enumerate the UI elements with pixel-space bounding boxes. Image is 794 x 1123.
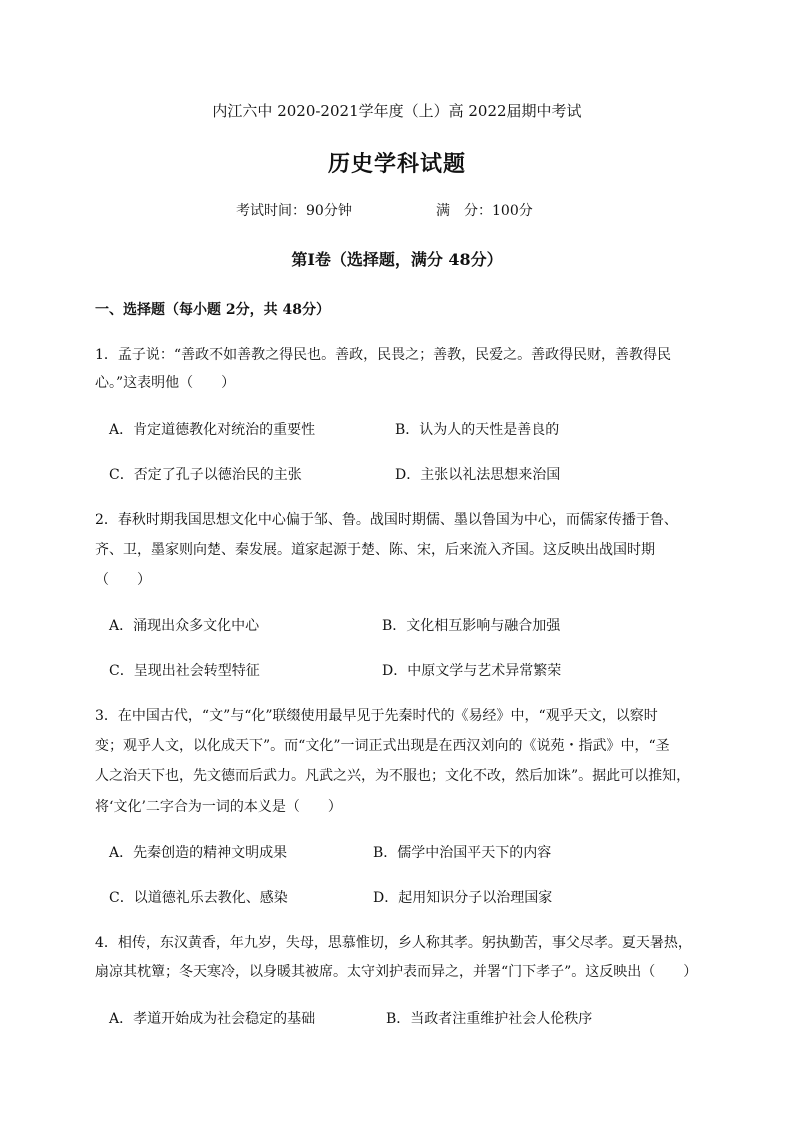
question-3-option-b: B．儒学中治国平天下的内容 [373, 845, 552, 861]
question-2-line-2: 齐、卫，墨家则向楚、秦发展。道家起源于楚、陈、宋，后来流入齐国。这反映出战国时期 [95, 542, 655, 558]
exam-time-label: 考试时间：90分钟 [236, 203, 352, 219]
question-1-line-1: 1．孟子说：“善政不如善教之得民也。善政，民畏之；善教，民爱之。善政得民财，善教得民 [95, 347, 672, 363]
section-title: 第Ⅰ卷（选择题，满分 48分） [291, 250, 503, 269]
question-2-option-a: A．涌现出众多文化中心 [109, 618, 260, 634]
part-title: 一、选择题（每小题 2分，共 48分） [95, 302, 330, 318]
question-2-line-3: （ ） [95, 572, 151, 588]
question-3-line-4: 将‘文化’二字合为一词的本义是（ ） [95, 799, 342, 815]
question-2-option-b: B．文化相互影响与融合加强 [382, 618, 561, 634]
question-4-line-1: 4．相传，东汉黄香，年九岁，失母，思慕惟切，乡人称其孝。躬执勤苦，事父尽孝。夏天暑热， [95, 935, 692, 951]
page-title: 历史学科试题 [327, 151, 466, 177]
full-score-label: 满 分：100分 [436, 203, 533, 219]
question-1-line-2: 心。”这表明他（ ） [95, 375, 236, 391]
question-4-option-a: A．孝道开始成为社会稳定的基础 [109, 1011, 316, 1027]
school-exam-header: 内江六中 2020-2021学年度（上）高 2022届期中考试 [212, 102, 582, 120]
question-3-line-3: 人之治天下也，先文德而后武力。凡武之兴，为不服也；文化不改，然后加诛”。据此可以推知， [95, 768, 691, 784]
question-3-option-d: D．起用知识分子以治理国家 [373, 890, 553, 906]
question-4-line-2: 扇凉其枕簟；冬天寒冷，以身暖其被席。太守刘护表而异之，并署“门下孝子”。这反映出（ ） [95, 964, 698, 980]
question-2-line-1: 2．春秋时期我国思想文化中心偏于邹、鲁。战国时期儒、墨以鲁国为中心，而儒家传播于鲁、 [95, 512, 678, 528]
question-1-option-d: D．主张以礼法思想来治国 [395, 467, 561, 483]
question-3-option-a: A．先秦创造的精神文明成果 [109, 845, 288, 861]
question-2-option-c: C．呈现出社会转型特征 [109, 663, 260, 679]
question-3-line-1: 3．在中国古代，“文”与“化”联缀使用最早见于先秦时代的《易经》中，“观乎天文，以察时 [95, 708, 658, 724]
question-1-option-c: C．否定了孔子以德治民的主张 [109, 467, 302, 483]
question-2-option-d: D．中原文学与艺术异常繁荣 [382, 663, 562, 679]
question-3-line-2: 变；观乎人文，以化成天下”。而“文化”一词正式出现是在西汉刘向的《说苑・指武》中，“圣 [95, 738, 670, 754]
question-1-option-b: B．认为人的天性是善良的 [395, 422, 560, 438]
question-1-option-a: A．肯定道德教化对统治的重要性 [109, 422, 316, 438]
question-3-option-c: C．以道德礼乐去教化、感染 [109, 890, 288, 906]
question-4-option-b: B．当政者注重维护社会人伦秩序 [386, 1011, 593, 1027]
